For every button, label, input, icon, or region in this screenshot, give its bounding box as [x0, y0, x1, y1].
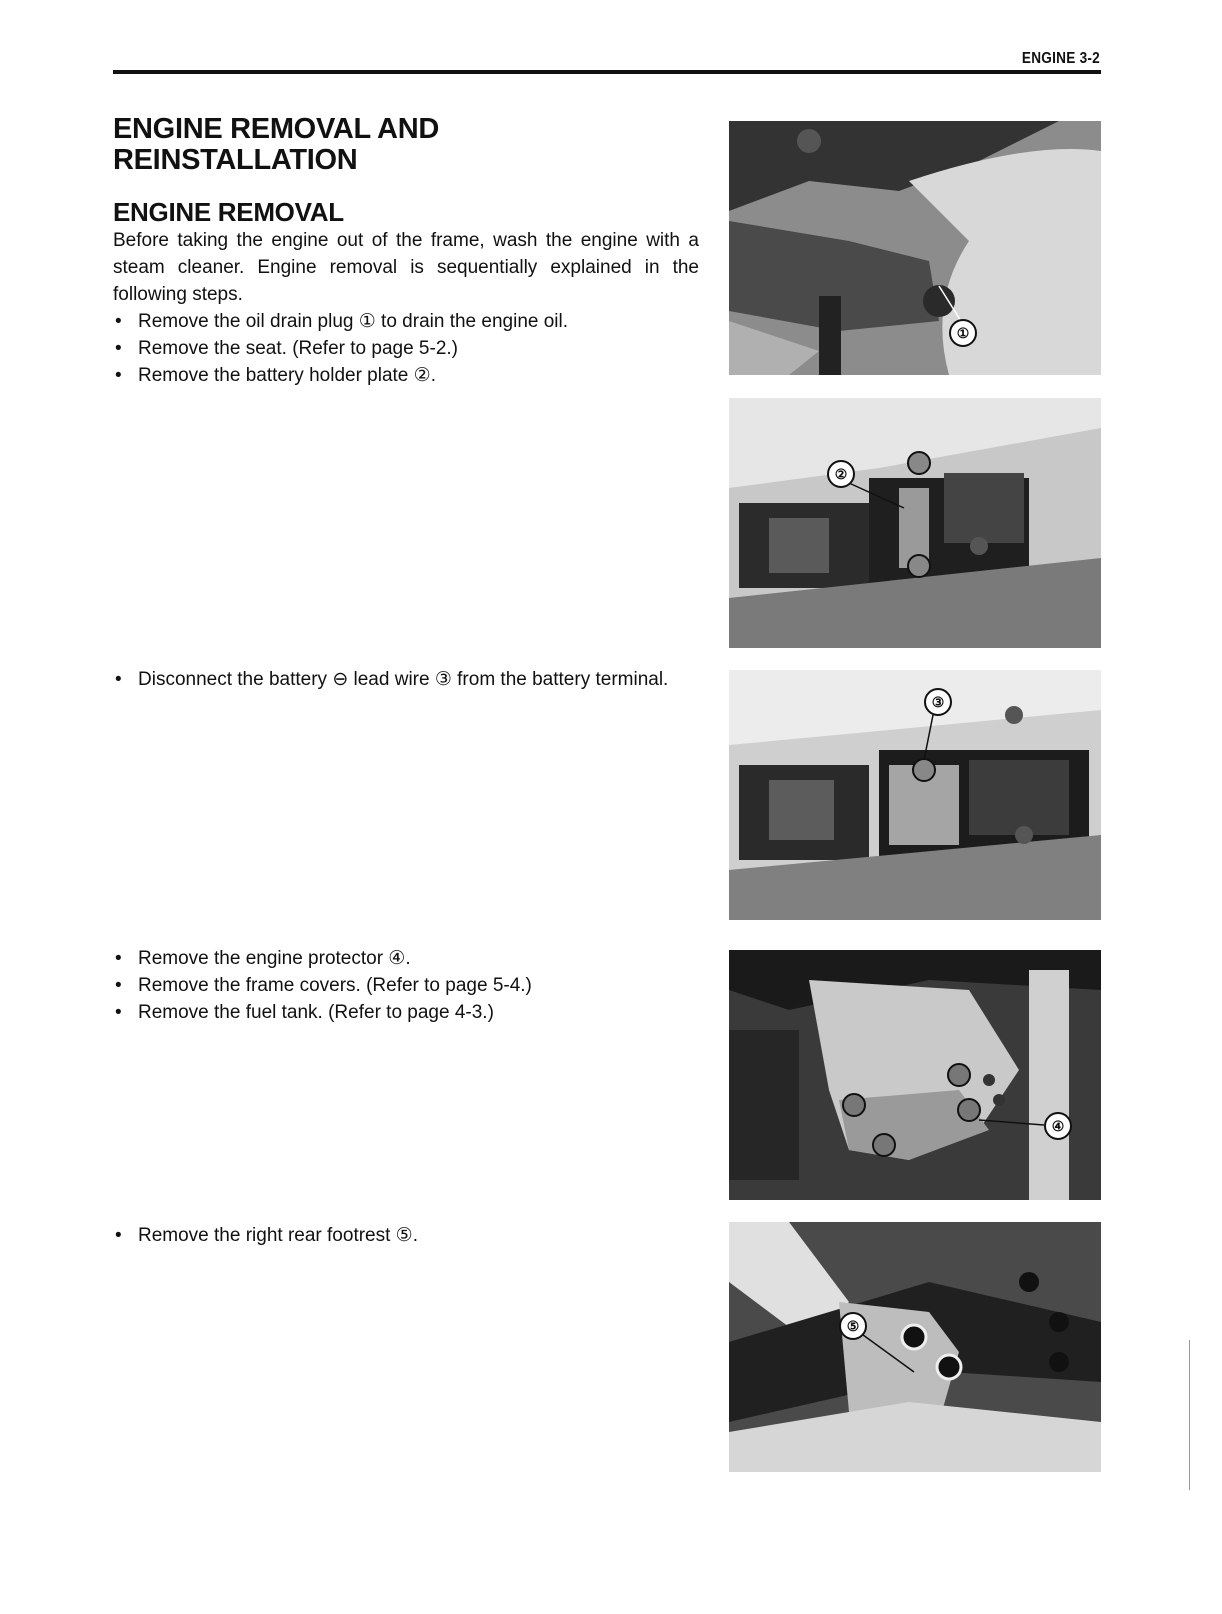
callout-3: ③	[924, 688, 952, 716]
callout-1: ①	[949, 319, 977, 347]
intro-paragraph: Before taking the engine out of the frame, wash the engine with a steam cleaner. Engine removal is sequentially explained in the following steps.	[113, 230, 699, 305]
step-item: • Remove the oil drain plug ① to drain the engine oil.	[113, 308, 703, 335]
photo-oil-drain-plug	[729, 121, 1101, 375]
page-number-label: ENGINE 3-2	[1021, 50, 1100, 67]
step-item: • Remove the right rear footrest ⑤.	[113, 1222, 703, 1249]
photo-battery-holder-plate	[729, 398, 1101, 648]
step-item: • Remove the frame covers. (Refer to page 5-4.)	[113, 972, 703, 999]
photo-right-rear-footrest	[729, 1222, 1101, 1472]
header-rule	[113, 70, 1101, 74]
callout-5: ⑤	[839, 1312, 867, 1340]
scan-edge-line	[1189, 1340, 1190, 1490]
step-item: • Disconnect the battery ⊖ lead wire ③ from the battery terminal.	[113, 666, 699, 693]
step-list-1	[113, 308, 703, 389]
callout-2: ②	[827, 460, 855, 488]
step-list-2	[113, 666, 699, 693]
step-item: • Remove the fuel tank. (Refer to page 4-3.)	[113, 999, 703, 1026]
section-title: ENGINE REMOVAL AND REINSTALLATION	[113, 113, 439, 176]
step-item: • Remove the engine protector ④.	[113, 945, 703, 972]
step-item: • Remove the battery holder plate ②.	[113, 362, 703, 389]
photo-battery-lead-wire	[729, 670, 1101, 920]
step-list-3	[113, 945, 703, 1026]
step-item: • Remove the seat. (Refer to page 5-2.)	[113, 335, 703, 362]
subsection-title: ENGINE REMOVAL	[113, 197, 344, 227]
callout-4: ④	[1044, 1112, 1072, 1140]
step-list-4	[113, 1222, 703, 1249]
photo-engine-protector	[729, 950, 1101, 1200]
